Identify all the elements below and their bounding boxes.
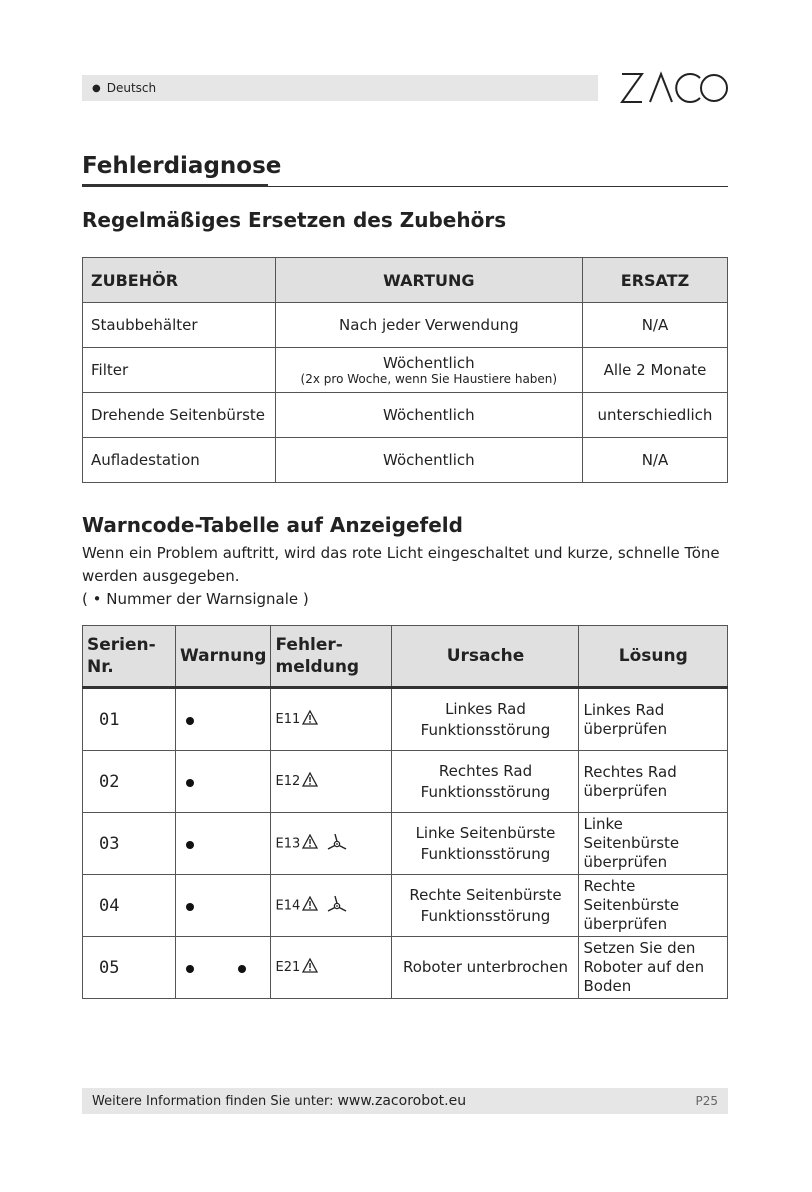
warning-triangle-icon [302, 896, 318, 915]
language-bar [82, 75, 598, 101]
cell-error-code [271, 751, 392, 813]
section-heading-accessories: Regelmäßiges Ersetzen des Zubehörs [82, 208, 507, 232]
page-number: P25 [695, 1094, 718, 1108]
footer-text: Weitere Information finden Sie unter: [92, 1093, 334, 1109]
cell-replace: N/A [582, 303, 727, 348]
title-rule [82, 186, 728, 187]
error-code: E11 [275, 712, 301, 727]
table-header-row [83, 626, 728, 688]
cell-solution: Setzen Sie den Roboter auf den Boden [579, 937, 728, 999]
cell-item: Staubbehälter [83, 303, 276, 348]
cell-warning [176, 875, 271, 937]
section-heading-warncodes: Warncode-Tabelle auf Anzeigefeld [82, 513, 463, 537]
cell-serial: 04 [83, 875, 176, 937]
error-code: E13 [275, 836, 301, 851]
footer-bar [82, 1088, 728, 1114]
cause-line2: Funktionsstörung [420, 844, 551, 863]
cell-cause [392, 875, 579, 937]
cell-serial: 03 [83, 813, 176, 875]
intro-text: Wenn ein Problem auftritt, wird das rote Licht eingeschaltet und kurze, schnelle Töne werden ausgegeben. [82, 544, 720, 585]
maintenance-main: Wöchentlich [383, 354, 475, 372]
cell-maintenance: Wöchentlich [275, 438, 582, 483]
cell-serial: 05 [83, 937, 176, 999]
zaco-logo [618, 66, 730, 110]
cell-serial: 01 [83, 688, 176, 751]
warning-signal-dot [186, 903, 194, 911]
title-underline [82, 184, 268, 186]
cell-maintenance: Nach jeder Verwendung [275, 303, 582, 348]
table-row [83, 688, 728, 751]
cell-solution: Linkes Rad überprüfen [579, 688, 728, 751]
cell-replace: N/A [582, 438, 727, 483]
cause-line2: Funktionsstörung [420, 720, 551, 739]
cell-warning [176, 688, 271, 751]
bullet-icon: ● [92, 82, 101, 94]
side-brush-icon [326, 833, 348, 855]
cell-error-code [271, 937, 392, 999]
table-row [83, 875, 728, 937]
bullet-note: ( • Nummer der Warnsignale ) [82, 590, 309, 608]
warning-triangle-icon [302, 834, 318, 853]
table-row [83, 393, 728, 438]
maintenance-note: (2x pro Woche, wenn Sie Haustiere haben) [300, 372, 558, 386]
page-title: Fehlerdiagnose [82, 153, 282, 179]
table-row [83, 438, 728, 483]
warning-signal-dot [186, 965, 194, 973]
table-row [83, 813, 728, 875]
cell-warning [176, 937, 271, 999]
serial-line1: Serien- [87, 635, 156, 655]
cell-solution: Rechte Seitenbürste überprüfen [579, 875, 728, 937]
warning-triangle-icon [302, 958, 318, 977]
cell-error-code [271, 875, 392, 937]
cell-replace: unterschiedlich [582, 393, 727, 438]
warning-signal-dot [238, 965, 246, 973]
col-header-cause: Ursache [392, 626, 579, 688]
cause-line2: Funktionsstörung [420, 782, 551, 801]
warning-signal-dot [186, 841, 194, 849]
col-header-accessory: ZUBEHÖR [83, 258, 276, 303]
cell-item: Filter [83, 348, 276, 393]
col-header-message [271, 626, 392, 688]
table-row [83, 937, 728, 999]
warning-triangle-icon [302, 710, 318, 729]
warning-signal-dot [186, 717, 194, 725]
cell-maintenance [275, 348, 582, 393]
col-header-replacement: ERSATZ [582, 258, 727, 303]
message-line2: meldung [275, 657, 360, 677]
cell-maintenance: Wöchentlich [275, 393, 582, 438]
error-code: E12 [275, 774, 301, 789]
error-code: E21 [275, 960, 301, 975]
cell-cause [392, 688, 579, 751]
cell-solution: Linke Seitenbürste überprüfen [579, 813, 728, 875]
table-row [83, 348, 728, 393]
col-header-maintenance: WARTUNG [275, 258, 582, 303]
cell-cause [392, 937, 579, 999]
cause-line1: Roboter unterbrochen [402, 958, 568, 976]
warncode-table [82, 625, 728, 999]
language-label: Deutsch [106, 81, 157, 95]
cell-item: Aufladestation [83, 438, 276, 483]
table-header-row [83, 258, 728, 303]
cell-warning [176, 813, 271, 875]
cause-line1: Linkes Rad [445, 699, 526, 718]
cell-item: Drehende Seitenbürste [83, 393, 276, 438]
footer-link[interactable]: www.zacorobot.eu [337, 1093, 467, 1109]
cell-error-code [271, 688, 392, 751]
cell-serial: 02 [83, 751, 176, 813]
col-header-serial [83, 626, 176, 688]
col-header-solution: Lösung [579, 626, 728, 688]
cause-line1: Rechte Seitenbürste [409, 885, 562, 904]
cell-cause [392, 751, 579, 813]
side-brush-icon [326, 895, 348, 917]
table-row [83, 303, 728, 348]
message-line1: Fehler- [275, 635, 343, 655]
table-row [83, 751, 728, 813]
col-header-warning: Warnung [176, 626, 271, 688]
warning-triangle-icon [302, 772, 318, 791]
warning-signal-dot [186, 779, 194, 787]
serial-line2: Nr. [87, 657, 114, 677]
error-code: E14 [275, 898, 301, 913]
accessory-table [82, 257, 728, 483]
cause-line2: Funktionsstörung [420, 906, 551, 925]
cell-warning [176, 751, 271, 813]
cell-cause [392, 813, 579, 875]
cause-line1: Linke Seitenbürste [415, 823, 556, 842]
cell-replace: Alle 2 Monate [582, 348, 727, 393]
cell-error-code [271, 813, 392, 875]
cell-solution: Rechtes Rad überprüfen [579, 751, 728, 813]
cause-line1: Rechtes Rad [438, 761, 533, 780]
